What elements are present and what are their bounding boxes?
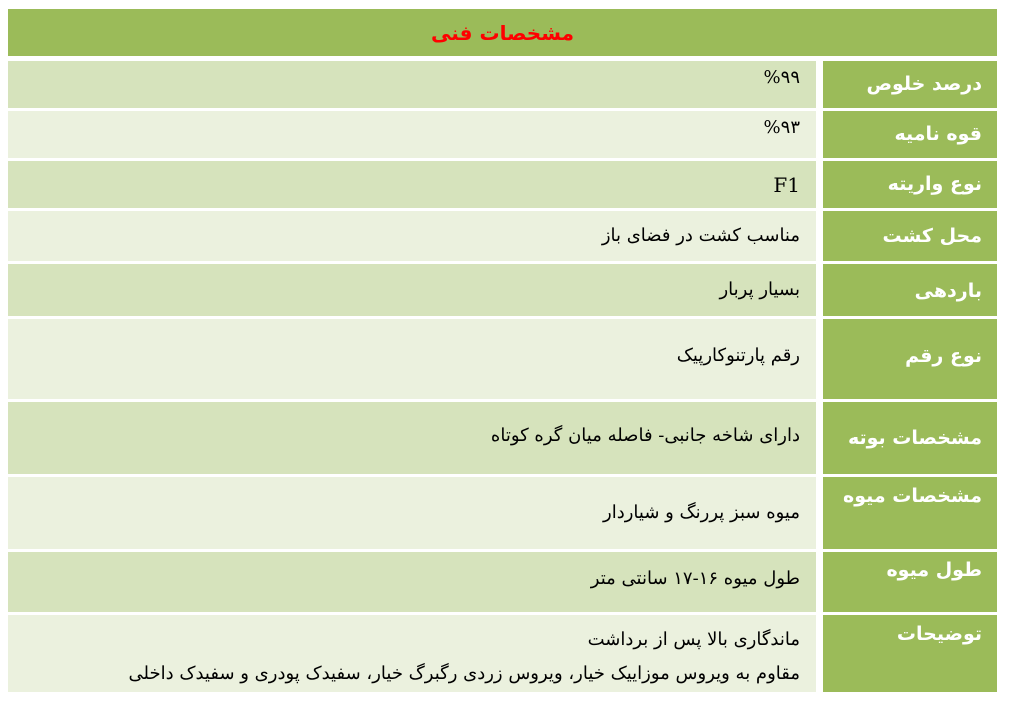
row-label: درصد خلوص	[823, 61, 997, 108]
row-value: مناسب کشت در فضای باز	[8, 211, 816, 261]
row-value: میوه سبز پررنگ و شیاردار	[8, 477, 816, 549]
table-row	[8, 319, 997, 402]
note-line-2: مقاوم به ویروس موزاییک خیار، ویروس زردی رگبرگ خیار، سفیدک پودری و سفیدک داخلی	[128, 663, 800, 684]
row-label: مشخصات میوه	[823, 477, 997, 549]
row-value: رقم پارتنوکارپیک	[8, 319, 816, 399]
row-label: توضیحات	[823, 615, 997, 692]
table-row	[8, 61, 997, 111]
note-line-1: ماندگاری بالا پس از برداشت	[587, 629, 800, 650]
row-label: نوع رقم	[823, 319, 997, 399]
row-value: بسیار پربار	[8, 264, 816, 316]
table-row	[8, 402, 997, 477]
row-value: F1	[8, 161, 816, 208]
row-label: قوه نامیه	[823, 111, 997, 158]
table-row	[8, 477, 997, 552]
table-row	[8, 161, 997, 211]
table-row	[8, 264, 997, 319]
table-row	[8, 111, 997, 161]
row-value: %۹۳	[8, 111, 816, 158]
row-value: %۹۹	[8, 61, 816, 108]
row-value: طول میوه ۱۶-۱۷ سانتی متر	[8, 552, 816, 612]
specs-table	[8, 9, 997, 692]
table-row	[8, 552, 997, 615]
row-label: نوع واریته	[823, 161, 997, 208]
row-label: باردهی	[823, 264, 997, 316]
row-label: محل کشت	[823, 211, 997, 261]
table-title: مشخصات فنی	[8, 9, 997, 56]
table-row	[8, 615, 997, 692]
row-label: مشخصات بوته	[823, 402, 997, 474]
table-row	[8, 211, 997, 264]
row-value: دارای شاخه جانبی- فاصله میان گره کوتاه	[8, 402, 816, 474]
row-value	[8, 615, 816, 692]
row-label: طول میوه	[823, 552, 997, 612]
